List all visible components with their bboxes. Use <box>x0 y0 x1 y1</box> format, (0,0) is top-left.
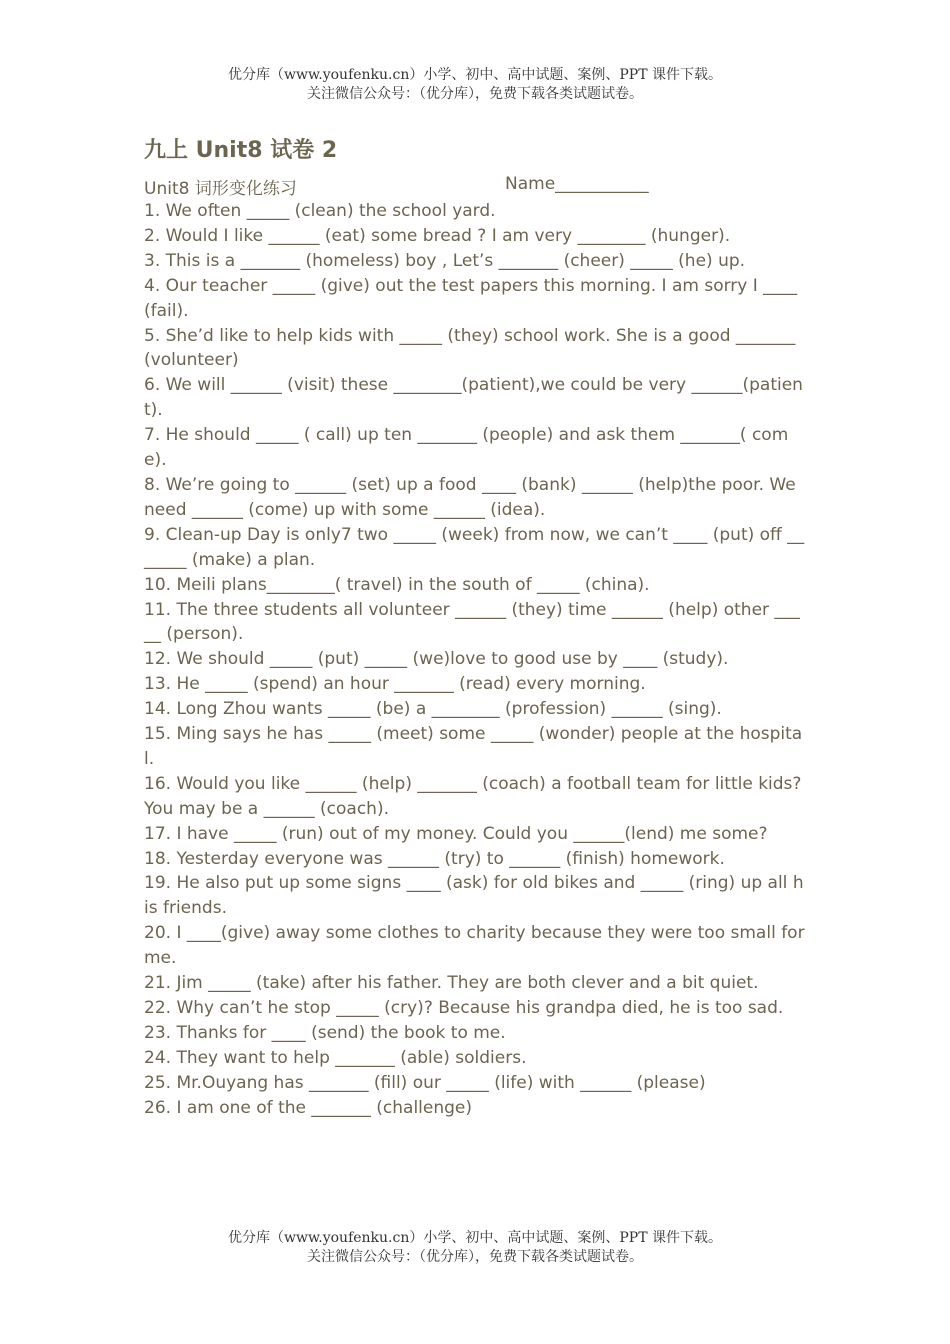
header-line-1: 优分库（www.youfenku.cn）小学、初中、高中试题、案例、PPT 课件下载。 <box>227 67 722 83</box>
document-title: 九上 Unit8 试卷 2 <box>144 138 338 163</box>
question-item: 12. We should _____ (put) _____ (we)love to good use by ____ (study). <box>144 649 729 670</box>
question-item: 20. I ____(give) away some clothes to charity because they were too small for me. <box>144 923 805 969</box>
question-list <box>144 199 808 1121</box>
question-item: 8. We’re going to ______ (set) up a food ____ (bank) ______ (help)the poor. We need ______ (come) up with some ______ (idea). <box>144 474 796 520</box>
page-header <box>0 66 950 104</box>
question-item: 6. We will ______ (visit) these ________(patient),we could be very ______(patient). <box>144 375 803 421</box>
footer-line-2: 关注微信公众号：（优分库），免费下载各类试题试卷。 <box>307 1249 643 1265</box>
question-item: 10. Meili plans________( travel) in the south of _____ (china). <box>144 574 650 595</box>
question-item: 4. Our teacher _____ (give) out the test papers this morning. I am sorry I ____ (fail). <box>144 275 798 321</box>
name-field-label: Name___________ <box>505 174 649 194</box>
header-line-2: 关注微信公众号：（优分库），免费下载各类试题试卷。 <box>307 86 643 102</box>
question-item: 11. The three students all volunteer ______ (they) time ______ (help) other _____ (person). <box>144 599 800 645</box>
question-item: 9. Clean-up Day is only7 two _____ (week) from now, we can’t ____ (put) off _______ (make) a plan. <box>144 524 805 570</box>
question-item: 23. Thanks for ____ (send) the book to me. <box>144 1022 506 1043</box>
question-item: 13. He _____ (spend) an hour _______ (read) every morning. <box>144 674 646 695</box>
question-item: 17. I have _____ (run) out of my money. Could you ______(lend) me some? <box>144 823 768 844</box>
question-item: 21. Jim _____ (take) after his father. They are both clever and a bit quiet. <box>144 973 759 994</box>
question-item: 18. Yesterday everyone was ______ (try) to ______ (finish) homework. <box>144 848 725 869</box>
question-item: 24. They want to help _______ (able) soldiers. <box>144 1047 527 1068</box>
question-item: 25. Mr.Ouyang has _______ (fill) our _____ (life) with ______ (please) <box>144 1072 706 1093</box>
question-item: 16. Would you like ______ (help) _______ (coach) a football team for little kids? You may be a ______ (coach). <box>144 773 802 819</box>
question-item: 1. We often _____ (clean) the school yard. <box>144 201 496 221</box>
question-item: 14. Long Zhou wants _____ (be) a ________ (profession) ______ (sing). <box>144 699 722 720</box>
question-item: 26. I am one of the _______ (challenge) <box>144 1097 473 1118</box>
question-item: 3. This is a _______ (homeless) boy , Let’s _______ (cheer) _____ (he) up. <box>144 250 746 271</box>
page-footer <box>0 1229 950 1267</box>
question-item: 22. Why can’t he stop _____ (cry)? Because his grandpa died, he is too sad. <box>144 998 784 1018</box>
subheading-row <box>144 174 814 198</box>
question-item: 19. He also put up some signs ____ (ask) for old bikes and _____ (ring) up all his friends. <box>144 873 804 919</box>
question-item: 2. Would I like ______ (eat) some bread ? I am very ________ (hunger). <box>144 225 731 246</box>
exercise-subtitle: Unit8 词形变化练习 <box>144 179 297 199</box>
question-item: 15. Ming says he has _____ (meet) some _____ (wonder) people at the hospital. <box>144 724 803 769</box>
question-item: 5. She’d like to help kids with _____ (they) school work. She is a good _______ (volunteer) <box>144 325 796 371</box>
question-item: 7. He should _____ ( call) up ten _______ (people) and ask them _______( come). <box>144 425 789 471</box>
footer-line-1: 优分库（www.youfenku.cn）小学、初中、高中试题、案例、PPT 课件下载。 <box>227 1230 722 1246</box>
